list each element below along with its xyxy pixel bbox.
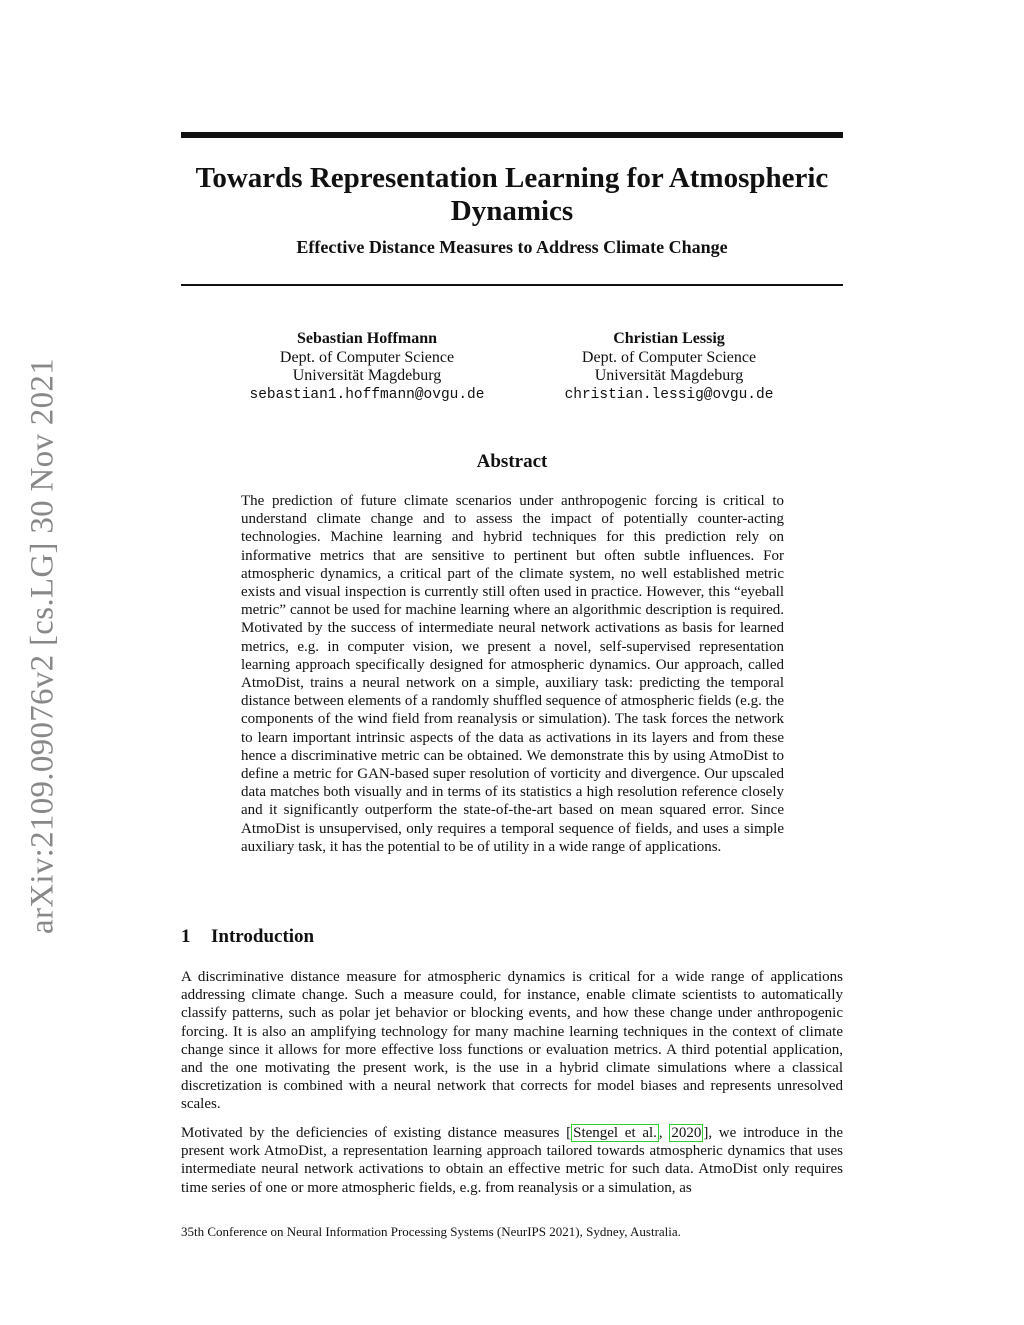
paper-title: Towards Representation Learning for Atmospheric Dynamics bbox=[195, 162, 829, 227]
conference-footnote: 35th Conference on Neural Information Processing Systems (NeurIPS 2021), Sydney, Australia. bbox=[181, 1224, 681, 1239]
intro-paragraph: A discriminative distance measure for atmospheric dynamics is critical for a wide range of applications addressing climate change. Such a measure could, for instance, enable climate scientists to automatically classify patterns, such as polar jet behavior or blocking events, and how these change under anthropogenic forcing. It is also an amplifying technology for many machine learning techniques in the context of climate change since it allows for more effective loss functions or evaluation metrics. A third potential application, and the one motivating the present work, is the use in a hybrid climate simulations where a classical discretization is combined with a neural network that corrects for model biases and represents unresolved scales. bbox=[181, 969, 843, 1113]
author-email: christian.lessig@ovgu.de bbox=[564, 386, 774, 403]
author-affiliation: Universität Magdeburg bbox=[594, 367, 744, 384]
author-department: Dept. of Computer Science bbox=[279, 348, 455, 366]
citation-link-author[interactable]: Stengel et al. bbox=[573, 1125, 657, 1141]
author-block bbox=[519, 330, 819, 404]
author-department: Dept. of Computer Science bbox=[581, 348, 757, 366]
section-number: 1 bbox=[181, 926, 191, 947]
author-email: sebastian1.hoffmann@ovgu.de bbox=[249, 386, 485, 403]
arxiv-stamp: arXiv:2109.09076v2 [cs.LG] 30 Nov 2021 bbox=[24, 358, 61, 934]
paper-subtitle: Effective Distance Measures to Address Climate Change bbox=[296, 237, 728, 257]
citation-separator: , bbox=[658, 1125, 670, 1141]
abstract-heading: Abstract bbox=[476, 451, 548, 472]
author-name: Christian Lessig bbox=[613, 330, 725, 347]
section-heading-introduction bbox=[181, 926, 314, 948]
author-affiliation: Universität Magdeburg bbox=[292, 367, 442, 384]
author-name: Sebastian Hoffmann bbox=[296, 330, 438, 347]
intro-paragraph bbox=[181, 1124, 843, 1197]
section-title: Introduction bbox=[211, 926, 315, 947]
author-block bbox=[217, 330, 517, 404]
title-top-rule bbox=[181, 132, 843, 138]
citation-link-year[interactable]: 2020 bbox=[671, 1125, 702, 1141]
intro-paragraph-text: ], we introduce in the present work AtmoDist, a representation learning approach tailored towards atmospheric dynamics that uses intermediate neural network activations to obtain an effective metric for such data. AtmoDist only requires time series of one or more atmospheric fields, e.g. from reanalysis or a simulation, as bbox=[181, 1125, 843, 1196]
intro-paragraph-text: Motivated by the deficiencies of existing distance measures [ bbox=[181, 1125, 572, 1141]
abstract-text: The prediction of future climate scenarios under anthropogenic forcing is critical to understand climate change and to assess the impact of potentially counter-acting technologies. Machine learning and hybrid techniques for this prediction rely on informative metrics that are sensitive to pertinent but often subtle influences. For atmospheric dynamics, a critical part of the climate system, no well established metric exists and visual inspection is currently still often used in practice. However, this “eyeball metric” cannot be used for machine learning where an algorithmic description is required. Motivated by the success of intermediate neural network activations as basis for learned metrics, e.g. in computer vision, we present a novel, self-supervised representation learning approach specifically designed for atmospheric dynamics. Our approach, called AtmoDist, trains a neural network on a simple, auxiliary task: predicting the temporal distance between elements of a randomly shuffled sequence of atmospheric fields (e.g. the components of the wind field from reanalysis or simulation). The task forces the network to learn important intrinsic aspects of the data as activations in its layers and from these hence a discriminative metric can be obtained. We demonstrate this by using AtmoDist to define a metric for GAN-based super resolution of vorticity and divergence. Our upscaled data matches both visually and in terms of its statistics a high resolution reference closely and it significantly outperform the state-of-the-art based on mean squared error. Since AtmoDist is unsupervised, only requires a temporal sequence of fields, and uses a simple auxiliary task, it has the potential to be of utility in a wide range of applications. bbox=[241, 493, 784, 855]
title-bottom-rule bbox=[181, 284, 843, 286]
